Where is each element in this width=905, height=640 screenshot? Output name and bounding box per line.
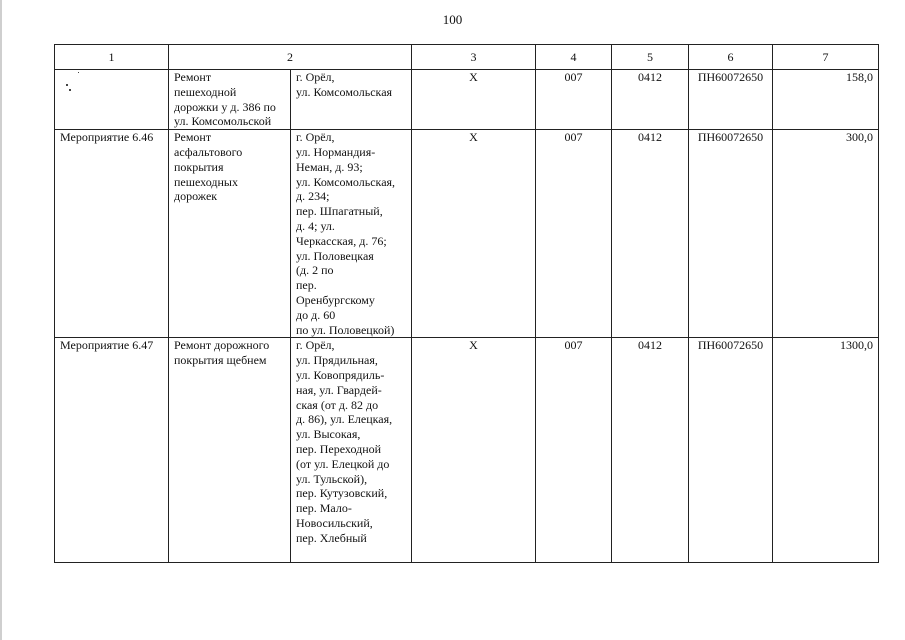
address-text: г. Орёл, ул. Прядильная, ул. Ковопрядиль- ная, ул. Гвардей- ская (от д. 82 до д. 86), ул. Елецкая, ул. Высокая, пер. Переходной (от ул. Елецкой до ул. Тульской), пер. Кутузовский, пер. Мало- Новосильский, пер. Хлебный (296, 338, 393, 545)
header-cell: 6 (689, 45, 773, 70)
amount-cell: 1300,0 (773, 338, 879, 562)
col5-cell: 0412 (612, 70, 689, 130)
header-cell: 3 (412, 45, 536, 70)
col4-cell: 007 (536, 338, 612, 562)
col3-cell: Х (412, 130, 536, 338)
col6-cell: ПН60072650 (689, 338, 773, 562)
event-cell (55, 70, 169, 130)
budget-table (54, 44, 879, 563)
address-text: г. Орёл, ул. Комсомольская (296, 70, 393, 99)
col6-cell: ПН60072650 (689, 130, 773, 338)
page-number: 100 (442, 12, 463, 27)
col4-cell: 007 (536, 130, 612, 338)
address-text: г. Орёл, ул. Нормандия- Неман, д. 93; ул. Комсомольская, д. 234; пер. Шпагатный, д. 4; ул. Черкасская, д. 76; ул. Половецкая (д. 2 по пер. Оренбургскому до д. 60 по ул. Половецкой) (296, 130, 396, 337)
work-cell (169, 130, 291, 338)
address-cell (291, 338, 412, 562)
table-row (55, 338, 879, 562)
event-cell: Мероприятие 6.46 (55, 130, 169, 338)
work-cell (169, 338, 291, 562)
col4-cell: 007 (536, 70, 612, 130)
col6-cell: ПН60072650 (689, 70, 773, 130)
work-text: Ремонт пешеходной дорожки у д. 386 по ул. Комсомольской (174, 70, 276, 129)
work-text: Ремонт асфальтового покрытия пешеходных дорожек (174, 130, 243, 204)
col5-cell: 0412 (612, 338, 689, 562)
header-row (55, 45, 879, 70)
amount-cell: 158,0 (773, 70, 879, 130)
scan-speck-mark (60, 70, 163, 100)
header-cell: 4 (536, 45, 612, 70)
work-cell (169, 70, 291, 130)
header-cell: 5 (612, 45, 689, 70)
col5-cell: 0412 (612, 130, 689, 338)
amount-cell: 300,0 (773, 130, 879, 338)
address-cell (291, 70, 412, 130)
work-text: Ремонт дорожного покрытия щебнем (174, 338, 270, 368)
header-cell: 7 (773, 45, 879, 70)
col3-cell: Х (412, 338, 536, 562)
header-cell: 1 (55, 45, 169, 70)
table-row (55, 70, 879, 130)
page-edge-shadow (0, 0, 2, 640)
table-row (55, 130, 879, 338)
header-cell: 2 (169, 45, 412, 70)
col3-cell: Х (412, 70, 536, 130)
event-cell: Мероприятие 6.47 (55, 338, 169, 562)
address-cell (291, 130, 412, 338)
